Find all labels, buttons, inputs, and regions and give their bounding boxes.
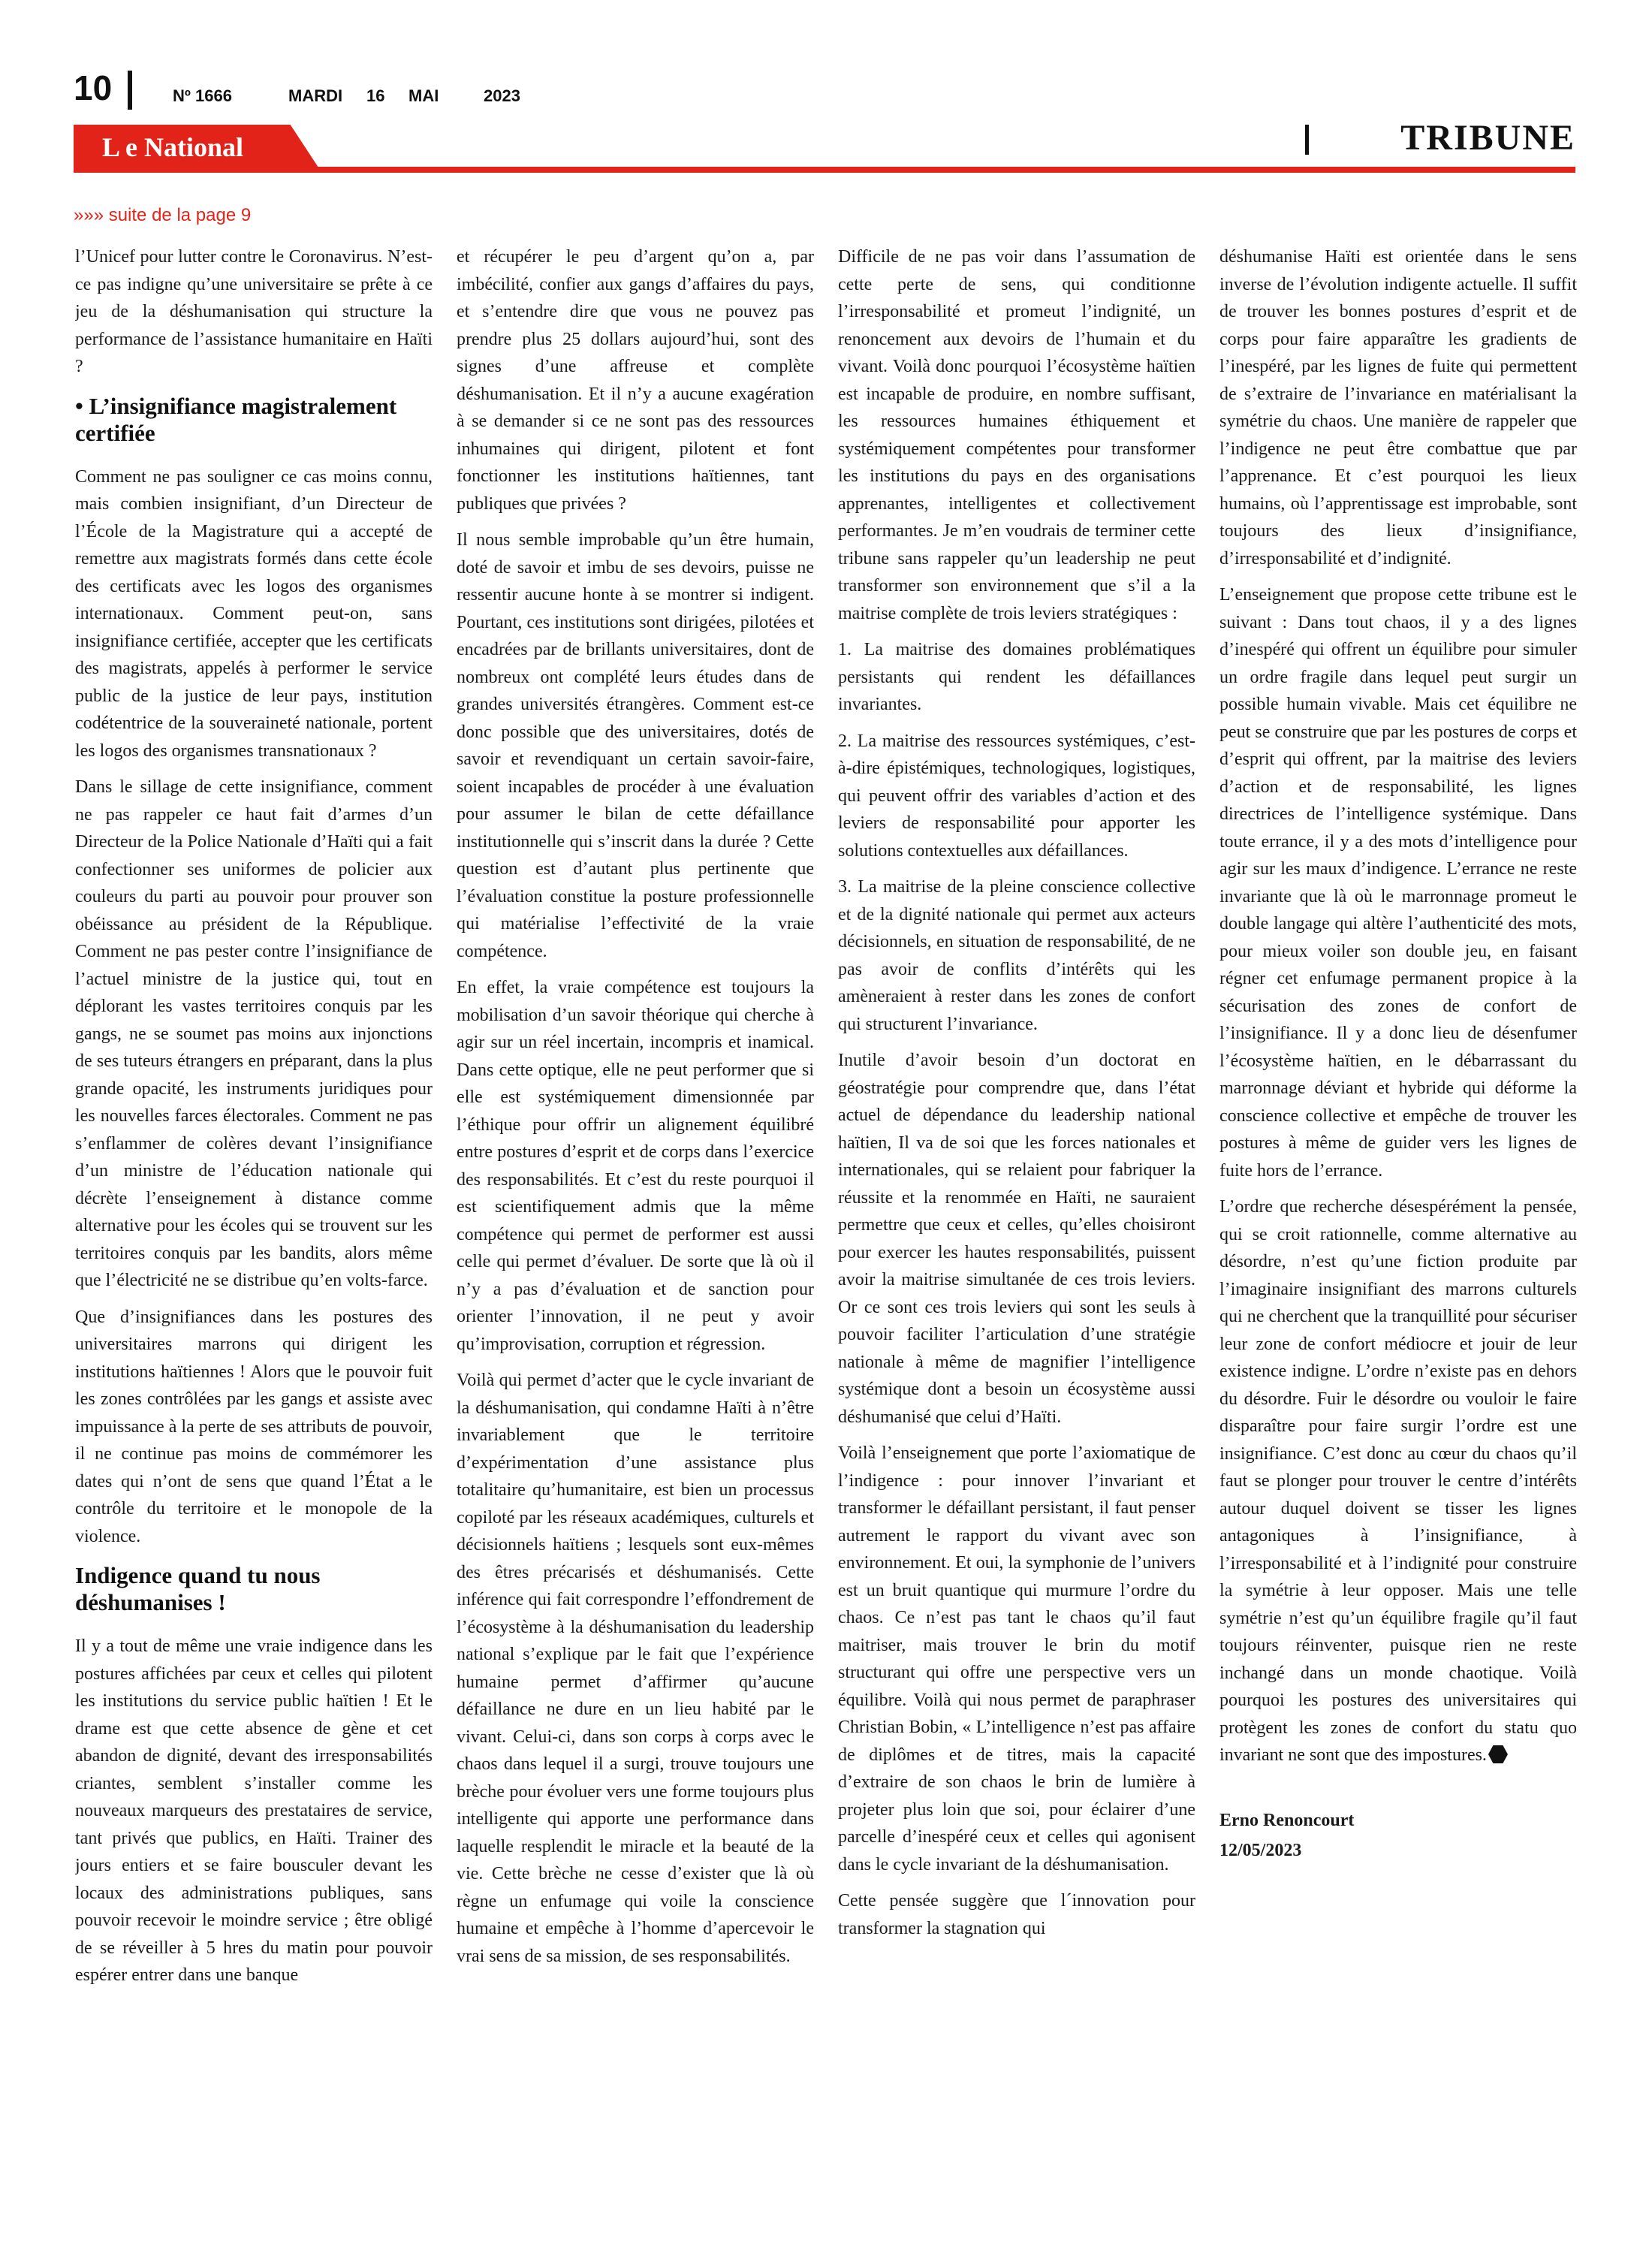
paragraph: Dans le sillage de cette insignifiance, comment ne pas rappeler ce haut fait d’armes d’un Directeur de la Police Nationale d’Haïti qui a fait confectionner ses uniformes de policier aux couleurs du parti au pouvoir pour prouver son obéissance au président de la République. Comment ne pas pester contre l’insignifiance de l’actuel ministre de la justice qui, tout en déplorant les vastes territoires conquis par les gangs, ne se soumet pas moins aux injonctions de ses tuteurs étrangers en préparant, dans la plus grande opacité, les instruments juridiques pour les nouvelles farces électorales. Comment ne pas s’enflammer de colères devant l’insignifiance d’un ministre de l’éducation nationale qui décrète l’enseignement à distance comme alternative pour les écoles qui se trouvent sur les territoires conquis par les bandits, alors même que l’électricité ne se distribue qu’en volts-farce. xyxy=(75,777,433,1290)
paragraph: Difficile de ne pas voir dans l’assumation de cette perte de sens, qui conditionne l’irresponsabilité et promeut l’indignité, un renoncement aux devoirs de l’humain et du vivant. Voilà donc pourquoi l’écosystème haïtien est incapable de produire, en nombre suffisant, les ressources humaines éthiquement et systémiquement compétentes pour transformer les institutions du pays en des organisations apprenantes, intelligentes et collectivement performantes. Je m’en voudrais de terminer cette tribune sans rappeler qu’un leadership ne peut transformer son environnement que s’il a la maitrise complète de trois leviers stratégiques : xyxy=(838,247,1195,623)
header-rule xyxy=(74,167,1575,173)
page-number-divider xyxy=(128,71,132,110)
paragraph: déshumanise Haïti est orientée dans le sens inverse de l’évolution indigente actuelle. Il suffit de trouver les bonnes postures d’esprit et de corps pour faire apparaître les gradients de l’inespéré, par les lignes de fuite qui permettent de s’extraire de l’invariance en matérialisant la symétrie du chaos. Une manière de rappeler que l’indigence ne peut être combattue que par l’apprenance. Et c’est pourquoi les lieux humains, où l’apprentissage est improbable, sont toujours des lieux d’insignifiance, d’irresponsabilité et d’indignité. xyxy=(1219,247,1577,569)
issue-day: MARDI xyxy=(288,86,343,105)
article-column-3 xyxy=(838,243,1195,2166)
list-item: 1. La maitrise des domaines problématiques persistants qui rendent les défaillances invariantes. xyxy=(838,640,1195,714)
list-item: 3. La maitrise de la pleine conscience collective et de la dignité nationale qui permet aux acteurs décisionnels, en situation de responsabilité, de ne pas avoir de conflits d’intérêts qui les amèneraient à rester dans les zones de confort qui structurent l’invariance. xyxy=(838,877,1195,1034)
paragraph: Inutile d’avoir besoin d’un doctorat en géostratégie pour comprendre que, dans l’état actuel de dépendance du leadership national haïtien, Il va de soi que les forces nationales et internationales, qui se relaient pour fabriquer la réussite et la renommée en Haïti, ne sauraient permettre que ceux et celles, qu’elles choisiront pour exercer les hautes responsabilités, puissent avoir la maitrise simultanée de ces trois leviers. Or ce sont ces trois leviers qui sont les seuls à pouvoir faciliter l’articulation d’une stratégie nationale à même de magnifier l’intelligence systémique dont a besoin un écosystème aussi déshumanisé que celui d’Haïti. xyxy=(838,1051,1195,1427)
issue-month: MAI xyxy=(408,86,439,105)
subheading: Indigence quand tu nous déshumanises ! xyxy=(75,1562,321,1615)
page-header xyxy=(0,0,1652,188)
issue-date: 16 xyxy=(366,86,385,105)
article-column-1 xyxy=(75,243,433,2166)
paragraph: et récupérer le peu d’argent qu’on a, par imbécilité, confier aux gangs d’affaires du pays, et s’entendre dire que vous ne pouvez pas prendre plus 25 dollars aujourd’hui, sont des signes d’une affreuse et complète déshumanisation. Et il n’y a aucune exagération à se demander si ce ne sont pas des ressources inhumaines qui dirigent, pilotent et font fonctionner les institutions haïtiennes, tant publiques que privées ? xyxy=(457,247,814,514)
paragraph: Il y a tout de même une vraie indigence dans les postures affichées par ceux et celles qui pilotent les institutions du service public haïtien ! Et le drame est que cette absence de gène et cet abandon de dignité, devant des irresponsabilités criantes, semblent s’installer comme les nouveaux marqueurs des prestataires de service, tant privés que publics, en Haïti. Trainer des jours entiers et se faire bousculer devant les locaux des administrations publiques, sans pouvoir recevoir le moindre service ; être obligé de se réveiller à 5 hres du matin pour pouvoir espérer entrer dans une banque xyxy=(75,1636,433,1985)
subheading: • L’insignifiance magistralement certifiée xyxy=(75,392,397,446)
paragraph: Il nous semble improbable qu’un être humain, doté de savoir et imbu de ses devoirs, puisse ne ressentir aucune honte à se montrer si indigent. Pourtant, ces institutions sont dirigées, pilotées et encadrées par de brillants universitaires, dont de nombreux ont complété leurs études dans de grandes universités étrangères. Comment est-ce donc possible que des universitaires, dotés de savoir et revendiquant un certain savoir-faire, soient incapables de procéder à une évaluation pour assumer le bilan de cette défaillance institutionnelle qui s’inscrit dans la durée ? Cette question est d’autant plus pertinente que l’évaluation constitue la posture professionnelle qui matérialise l’effectivité de la vraie compétence. xyxy=(457,530,814,961)
page-number: 10 xyxy=(74,68,113,107)
author-name: Erno Renoncourt xyxy=(1219,1810,1355,1830)
paragraph: Voilà qui permet d’acter que le cycle invariant de la déshumanisation, qui condamne Haïti à n’être invariablement que le territoire d’expérimentation d’une assistance plus totalitaire qu’humanitaire, est bien un processus copiloté par les réseaux académiques, culturels et décisionnels haïtiens ; lesquels sont eux-mêmes des êtres précarisés et déshumanisés. Cette inférence qui fait correspondre l’effondrement de l’écosystème à la déshumanisation du leadership national s’explique par le fait que l’expérience humaine permet d’affirmer qu’aucune défaillance ne dure en un lieu habité par le vivant. Celui-ci, dans son corps à corps avec le chaos dans lequel il a surgi, trouve toujours une brèche pour évoluer vers une forme toujours plus intelligente qui apporte une performance dans laquelle resplendit le miracle et la beauté de la vie. Cette brèche ne cesse d’exister que là où règne un enfumage qui voile la conscience humaine et empêche à l’homme d’apercevoir le vrai sens de sa mission, de ses responsabilités. xyxy=(457,1371,814,1966)
section-title: TRIBUNE xyxy=(1400,118,1575,158)
article-column-4 xyxy=(1219,243,1577,2166)
paragraph: Cette pensée suggère que l´innovation pour transformer la stagnation qui xyxy=(838,1891,1195,1938)
section-divider xyxy=(1305,125,1309,155)
newspaper-logo: L e National xyxy=(102,132,244,162)
article-date: 12/05/2023 xyxy=(1219,1840,1302,1860)
list-item: 2. La maitrise des ressources systémiques, c’est-à-dire épistémiques, technologiques, logistiques, qui peuvent offrir des variables d’action et des leviers de responsabilité pour apporter les solutions contextuelles aux défaillances. xyxy=(838,731,1195,861)
closing-paragraph-text: L’ordre que recherche désespérément la pensée, qui se croit rationnelle, comme alternative au désordre, n’est qu’une fiction produite par l’imaginaire insignifiant des marrons culturels qui ne cherchent que la tranquillité pour sécuriser leur zone de confort médiocre et jouir de leur existence indigne. L’ordre n’existe pas en dehors du désordre. Fuir le désordre ou vouloir le faire disparaître pour faire surgir l’ordre est une insignifiance. C’est donc au cœur du chaos qu’il faut se plonger pour trouver le centre d’intérêts autour duquel doivent se tisser les lignes antagoniques à l’insignifiance, à l’irresponsabilité et à l’indignité pour construire la symétrie à leur opposer. Mais une telle symétrie n’est qu’un équilibre fragile qu’il faut toujours réinventer, puisque rien ne reste inchangé dans un monde chaotique. Voilà pourquoi les postures des universitaires qui protègent les zones de confort du statu quo invariant ne sont que des impostures. xyxy=(1219,1197,1577,1765)
end-of-article-icon xyxy=(1488,1745,1508,1763)
paragraph: Voilà l’enseignement que porte l’axiomatique de l’indigence : pour innover l’invariant et transformer le défaillant persistant, il faut penser autrement le rapport du vivant avec son environnement. Et oui, la symphonie de l’univers est un bruit quantique qui murmure l’ordre du chaos. Ce n’est pas tant le chaos qu’il faut maitriser, mais trouver le brin du motif structurant qui offre une perspective vers un équilibre. Voilà qui nous permet de paraphraser Christian Bobin, « L’intelligence n’est pas affaire de diplômes et de titres, mais la capacité d’extraire de son chaos le brin de lumière à projeter plus loin que soi, pour éclairer d’une parcelle d’inespéré ceux et celles qui agonisent dans le cycle invariant de la déshumanisation. xyxy=(838,1443,1195,1874)
paragraph: En effet, la vraie compétence est toujours la mobilisation d’un savoir théorique qui cherche à agir sur un réel incertain, incompris et inamical. Dans cette optique, elle ne peut performer que si elle est systémiquement dimensionnée par l’éthique pour offrir un alignement équilibré entre postures d’esprit et de corps dans l’exercice des responsabilités. Et c’est du reste pourquoi il est scientifiquement admis que la même compétence qui permet de performer est aussi celle qui permet d’évaluer. De sorte que là où il n’y a pas d’évaluation et de sanction pour orienter l’innovation, il ne peut y avoir qu’improvisation, corruption et régression. xyxy=(457,978,814,1354)
paragraph: Comment ne pas souligner ce cas moins connu, mais combien insignifiant, d’un Directeur de l’École de la Magistrature qui a accepté de remettre aux magistrats formés dans cette école des certificats avec les logos des organismes internationaux. Comment peut-on, sans insignifiance certifiée, accepter que les certificats des magistrats, appelés à performer le service public de la justice de leur pays, institution codétentrice de la souveraineté nationale, portent les logos des organismes transnationaux ? xyxy=(75,466,433,761)
continued-from: »»» suite de la page 9 xyxy=(74,205,252,225)
paragraph: Que d’insignifiances dans les postures des universitaires marrons qui dirigent les institutions haïtiennes ! Alors que le pouvoir fuit les zones contrôlées par les gangs et assiste avec impuissance à la perte de ses attributs de pouvoir, il ne continue pas moins de commémorer les dates qui n’ont de sens que quand l’État a le contrôle du territoire et le monopole de la violence. xyxy=(75,1307,433,1546)
paragraph: L’enseignement que propose cette tribune est le suivant : Dans tout chaos, il y a des lignes d’inespéré qui offrent un équilibre pour simuler un ordre fragile dans lequel peut surgir un possible humain vivable. Mais cet équilibre ne peut se construire que par les postures de corps et d’esprit qui offrent, par la maitrise des leviers d’action et de responsabilité, les lignes directrices de l’intelligence systémique. Dans toute errance, il y a des mots d’intelligence pour agir sur les maux d’indigence. L’errance ne reste invariante que là où le marronnage promeut le double langage qui altère l’authenticité des mots, pour mieux voiler son double jeu, en faisant régner cet enfumage permanent propice à la sécurisation des zones de confort de l’insignifiance. Il y a donc lieu de désenfumer l’écosystème haïtien, en le débarrassant du marronnage déviant et hybride qui déforme la conscience collective et empêche de trouver les postures à même de guider vers les lignes de fuite hors de l’errance. xyxy=(1219,585,1577,1181)
issue-number: Nº 1666 xyxy=(173,86,232,105)
issue-year: 2023 xyxy=(484,86,520,105)
paragraph xyxy=(1219,1193,1577,1769)
paragraph: l’Unicef pour lutter contre le Coronavirus. N’est-ce pas indigne qu’une universitaire se prête à ce jeu de la déshumanisation qui structure la performance de l’assistance humanitaire en Haïti ? xyxy=(75,247,433,376)
article-column-2 xyxy=(457,243,814,2166)
